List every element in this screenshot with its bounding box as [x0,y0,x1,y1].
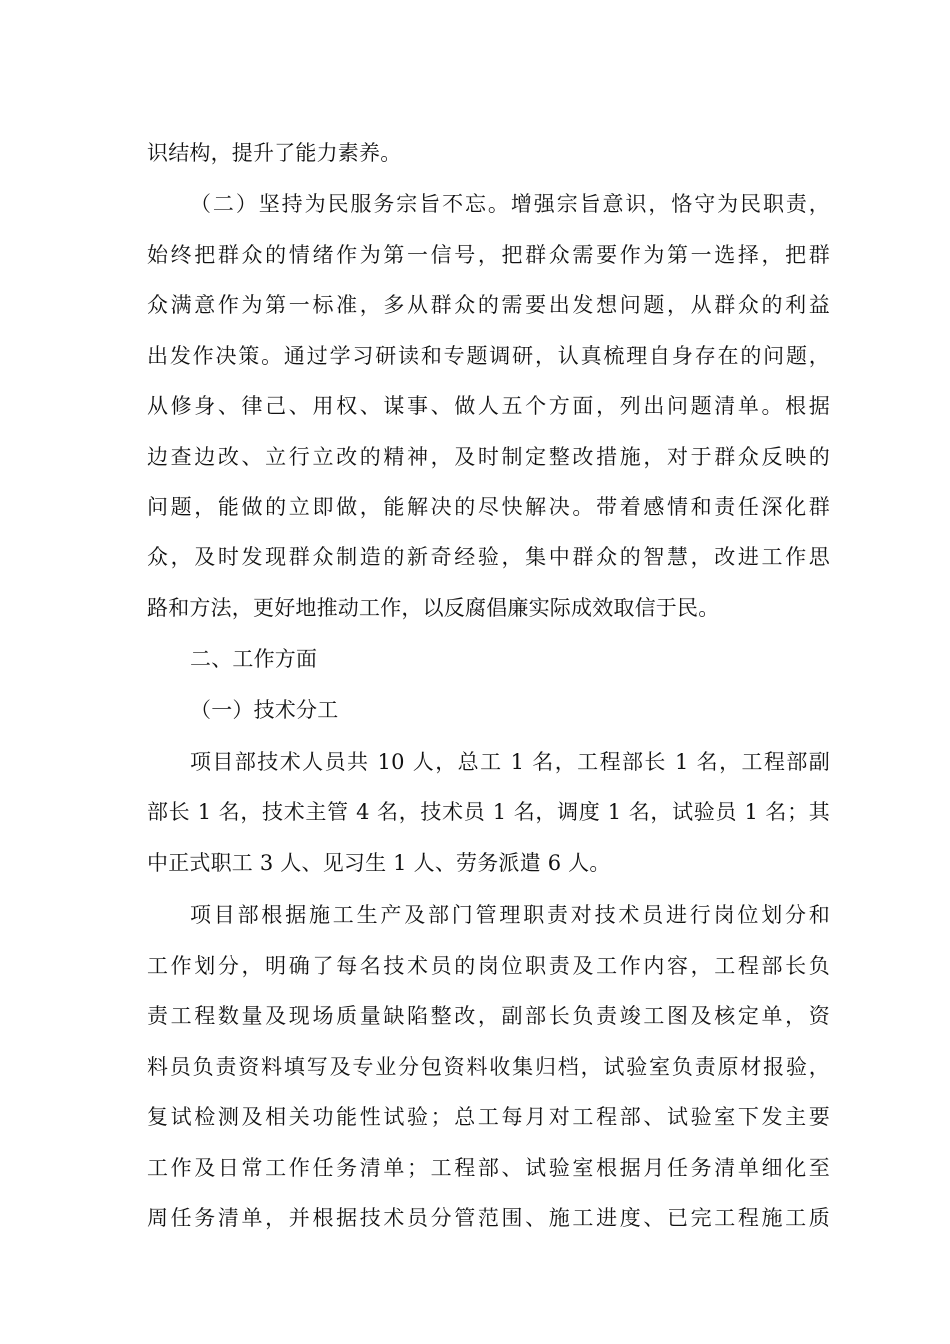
paragraph-line: 工作划分，明确了每名技术员的岗位职责及工作内容，工程部长负 [147,954,830,978]
subsection-heading: （一）技术分工 [190,698,339,722]
paragraph-line: 从修身、律己、用权、谋事、做人五个方面，列出问题清单。根据 [147,394,830,418]
paragraph-line: 部长 1 名，技术主管 4 名，技术员 1 名，调度 1 名，试验员 1 名；其 [147,800,830,824]
paragraph-line: 问题，能做的立即做，能解决的尽快解决。带着感情和责任深化群 [147,495,830,519]
paragraph-line: 众满意作为第一标准，多从群众的需要出发想问题，从群众的利益 [147,293,830,317]
paragraph-line: 料员负责资料填写及专业分包资料收集归档，试验室负责原材报验， [147,1055,830,1079]
paragraph-line: 始终把群众的情绪作为第一信号，把群众需要作为第一选择，把群 [147,243,830,267]
paragraph-line: 工作及日常工作任务清单；工程部、试验室根据月任务清单细化至 [147,1156,830,1180]
paragraph-line: 周任务清单，并根据技术员分管范围、施工进度、已完工程施工质 [147,1206,830,1230]
paragraph-line: 中正式职工 3 人、见习生 1 人、劳务派遣 6 人。 [147,851,611,875]
paragraph-line: 识结构，提升了能力素养。 [147,141,402,165]
paragraph-line: 出发作决策。通过学习研读和专题调研，认真梳理自身存在的问题， [147,344,830,368]
paragraph-line: 责工程数量及现场质量缺陷整改，副部长负责竣工图及核定单，资 [147,1004,830,1028]
paragraph-line: 项目部根据施工生产及部门管理职责对技术员进行岗位划分和 [190,903,830,927]
paragraph-line: 项目部技术人员共 10 人，总工 1 名，工程部长 1 名，工程部副 [190,750,830,774]
section-heading: 二、工作方面 [190,647,318,671]
paragraph-line: 路和方法，更好地推动工作，以反腐倡廉实际成效取信于民。 [147,596,720,620]
paragraph-line: 复试检测及相关功能性试验；总工每月对工程部、试验室下发主要 [147,1105,830,1129]
section-heading-line: （二）坚持为民服务宗旨不忘。增强宗旨意识，恪守为民职责， [190,192,830,216]
paragraph-line: 众，及时发现群众制造的新奇经验，集中群众的智慧，改进工作思 [147,545,830,569]
paragraph-line: 边查边改、立行立改的精神，及时制定整改措施，对于群众反映的 [147,445,830,469]
